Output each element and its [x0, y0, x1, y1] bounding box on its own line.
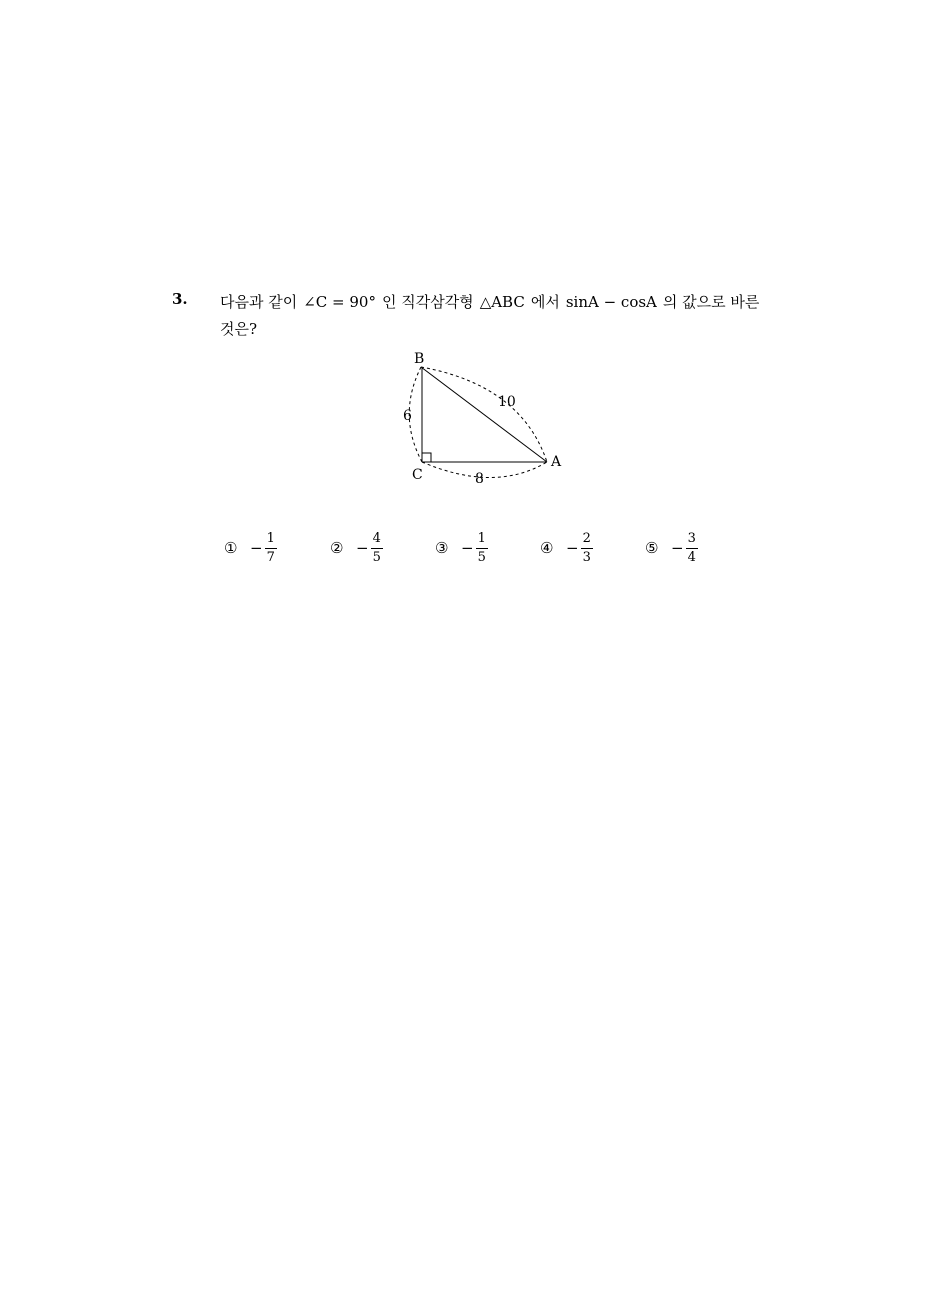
- choice-4-mark: ④: [540, 539, 554, 557]
- question-line-2: 것은?: [220, 320, 258, 338]
- choice-4-numerator: 2: [581, 532, 593, 549]
- choice-1-denominator: 7: [266, 549, 275, 565]
- choice-1-mark: ①: [224, 539, 238, 557]
- choice-2[interactable]: [330, 528, 383, 568]
- choice-2-fraction: [371, 532, 383, 565]
- choice-2-sign: −: [356, 539, 369, 557]
- choice-5-denominator: 4: [687, 549, 696, 565]
- choice-1-fraction: [265, 532, 277, 565]
- choice-4-denominator: 3: [582, 549, 591, 565]
- choice-5-sign: −: [671, 539, 684, 557]
- stem-text-1: 다음과 같이: [220, 293, 298, 311]
- choice-3[interactable]: [435, 528, 488, 568]
- stem-triangle: △ABC: [479, 293, 525, 311]
- choice-3-fraction: [476, 532, 488, 565]
- question-number: 3.: [172, 290, 188, 308]
- choice-1-sign: −: [250, 539, 263, 557]
- choice-4-sign: −: [566, 539, 579, 557]
- choice-1-numerator: 1: [265, 532, 277, 549]
- vertex-label-b: B: [414, 351, 425, 367]
- vertex-label-c: C: [412, 467, 423, 483]
- choice-3-sign: −: [461, 539, 474, 557]
- side-label-ac: 8: [475, 471, 484, 487]
- side-label-ab: 10: [498, 394, 516, 410]
- choice-2-numerator: 4: [371, 532, 383, 549]
- side-ab: [421, 367, 547, 462]
- triangle-figure: [395, 345, 575, 499]
- stem-text-2: 인 직각삼각형: [381, 293, 474, 311]
- question-line-1: [220, 289, 780, 316]
- stem-expression: sinA − cosA: [565, 293, 657, 311]
- choice-2-mark: ②: [330, 539, 344, 557]
- choice-1[interactable]: [224, 528, 277, 568]
- right-angle-mark: [422, 453, 431, 462]
- choice-5-mark: ⑤: [645, 539, 659, 557]
- stem-text-3: 에서: [530, 293, 560, 311]
- stem-angle: ∠C = 90°: [303, 293, 376, 311]
- choice-2-denominator: 5: [372, 549, 381, 565]
- side-label-bc: 6: [403, 408, 412, 424]
- choice-4-fraction: [581, 532, 593, 565]
- triangle-diagram: [395, 345, 575, 495]
- question-stem: [220, 289, 780, 343]
- vertex-label-a: A: [551, 454, 562, 470]
- arc-ac: [422, 462, 547, 478]
- choice-3-numerator: 1: [476, 532, 488, 549]
- choice-5-fraction: [686, 532, 698, 565]
- choice-3-mark: ③: [435, 539, 449, 557]
- choice-5[interactable]: [645, 528, 698, 568]
- stem-text-4: 의 값으로 바른: [662, 293, 760, 311]
- choice-5-numerator: 3: [686, 532, 698, 549]
- choice-4[interactable]: [540, 528, 593, 568]
- choice-3-denominator: 5: [477, 549, 486, 565]
